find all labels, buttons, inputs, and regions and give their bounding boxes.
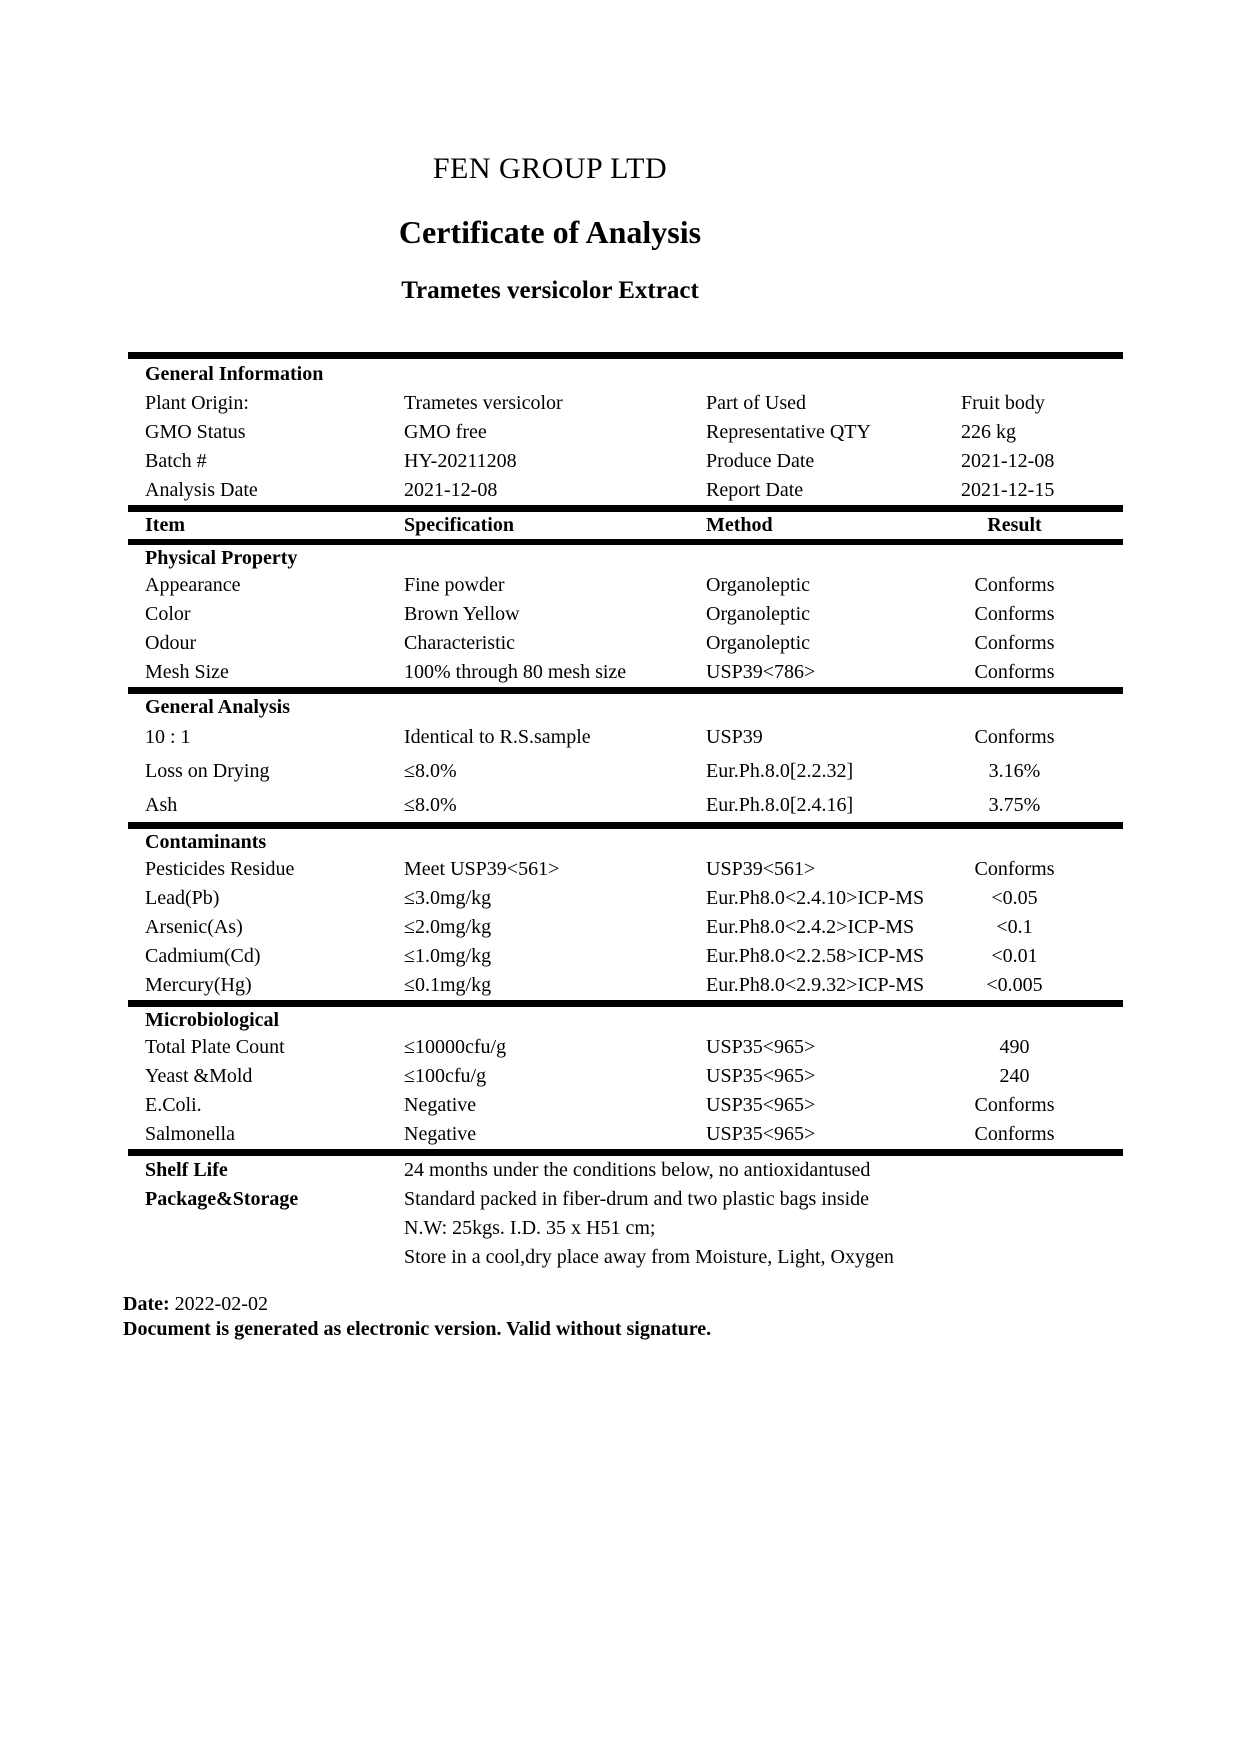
result-cell: Conforms xyxy=(974,574,1055,596)
section-title: Physical Property xyxy=(145,546,298,569)
general-information-title: General Information xyxy=(145,362,324,385)
specification-cell: Identical to R.S.sample xyxy=(404,725,591,748)
info-value: 2021-12-15 xyxy=(961,479,1055,501)
info-label: Report Date xyxy=(706,479,804,501)
storage-row xyxy=(128,1185,1123,1214)
result-cell: Conforms xyxy=(974,858,1055,880)
method-cell: Organoleptic xyxy=(706,603,811,625)
storage-row xyxy=(128,1214,1123,1243)
result-cell: <0.005 xyxy=(986,974,1043,996)
storage-section xyxy=(128,1156,1123,1272)
section-title: Contaminants xyxy=(145,830,267,853)
table-row xyxy=(128,658,1123,687)
specification-cell: ≤8.0% xyxy=(404,759,457,782)
method-cell: USP35<965> xyxy=(706,1036,816,1058)
item-cell: E.Coli. xyxy=(145,1094,202,1116)
specification-cell: Fine powder xyxy=(404,574,505,596)
info-value: 226 kg xyxy=(961,421,1016,443)
method-cell: Eur.Ph.8.0[2.2.32] xyxy=(706,759,854,782)
section-contaminants xyxy=(128,829,1123,1000)
horizontal-rule-section xyxy=(128,1149,1123,1156)
section-general-analysis xyxy=(128,694,1123,822)
result-cell: Conforms xyxy=(974,603,1055,625)
info-value: 2021-12-08 xyxy=(961,450,1055,472)
info-label: Representative QTY xyxy=(706,421,871,443)
info-value: HY-20211208 xyxy=(404,450,517,472)
general-info-row xyxy=(128,447,1123,476)
document-footer xyxy=(123,1292,711,1342)
method-cell: USP35<965> xyxy=(706,1065,816,1087)
result-cell: 240 xyxy=(999,1065,1030,1087)
storage-label: Shelf Life xyxy=(145,1159,228,1181)
horizontal-rule-section xyxy=(128,822,1123,829)
table-row xyxy=(128,1033,1123,1062)
table-row xyxy=(128,754,1123,788)
info-label: Batch # xyxy=(145,450,207,472)
electronic-version-note: Document is generated as electronic version. Valid without signature. xyxy=(123,1318,712,1340)
specification-cell: Characteristic xyxy=(404,632,516,654)
document-title: Certificate of Analysis xyxy=(398,214,702,250)
document-body xyxy=(128,352,1123,1272)
table-row xyxy=(128,1091,1123,1120)
result-cell: <0.1 xyxy=(996,916,1033,938)
item-cell: Loss on Drying xyxy=(145,759,270,782)
horizontal-rule-section xyxy=(128,1000,1123,1007)
method-cell: Eur.Ph8.0<2.9.32>ICP-MS xyxy=(706,974,925,996)
storage-row xyxy=(128,1156,1123,1185)
column-header-result: Result xyxy=(987,514,1042,536)
result-cell: <0.01 xyxy=(991,945,1038,967)
storage-row xyxy=(128,1243,1123,1272)
column-header-item: Item xyxy=(145,514,185,536)
specification-cell: Negative xyxy=(404,1123,477,1145)
item-cell: Mesh Size xyxy=(145,661,229,683)
specification-cell: Brown Yellow xyxy=(404,603,520,625)
specification-cell: Negative xyxy=(404,1094,477,1116)
column-header-specification: Specification xyxy=(404,514,514,536)
table-row xyxy=(128,855,1123,884)
section-microbiological xyxy=(128,1007,1123,1149)
specification-cell: ≤8.0% xyxy=(404,793,457,816)
info-value: 2021-12-08 xyxy=(404,479,498,501)
method-cell: Eur.Ph8.0<2.2.58>ICP-MS xyxy=(706,945,925,967)
table-row xyxy=(128,720,1123,754)
date-label: Date: xyxy=(123,1293,170,1315)
method-cell: Eur.Ph.8.0[2.4.16] xyxy=(706,793,854,816)
results-column-header-row xyxy=(128,512,1123,539)
table-row xyxy=(128,884,1123,913)
method-cell: USP39<786> xyxy=(706,661,816,683)
result-cell: <0.05 xyxy=(991,887,1038,909)
table-row xyxy=(128,600,1123,629)
item-cell: Arsenic(As) xyxy=(145,916,243,938)
result-cell: Conforms xyxy=(974,632,1055,654)
result-cell: Conforms xyxy=(974,1123,1055,1145)
result-cell: 3.75% xyxy=(988,793,1041,816)
info-value: GMO free xyxy=(404,421,487,443)
table-row xyxy=(128,1062,1123,1091)
method-cell: Organoleptic xyxy=(706,574,811,596)
specification-cell: ≤2.0mg/kg xyxy=(404,916,492,938)
storage-text: 24 months under the conditions below, no antioxidantused xyxy=(404,1159,871,1181)
item-cell: Mercury(Hg) xyxy=(145,974,252,996)
general-information-rows xyxy=(128,389,1123,505)
specification-cell: ≤1.0mg/kg xyxy=(404,945,492,967)
section-title: General Analysis xyxy=(145,695,291,718)
specification-cell: Meet USP39<561> xyxy=(404,858,560,880)
result-cell: 3.16% xyxy=(988,759,1041,782)
horizontal-rule-top xyxy=(128,352,1123,359)
info-label: GMO Status xyxy=(145,421,246,443)
table-row xyxy=(128,1120,1123,1149)
item-cell: Color xyxy=(145,603,191,625)
method-cell: USP39 xyxy=(706,725,763,748)
general-info-row xyxy=(128,389,1123,418)
general-info-row xyxy=(128,418,1123,447)
info-value: Trametes versicolor xyxy=(404,392,563,414)
document-header xyxy=(0,152,1100,305)
item-cell: Total Plate Count xyxy=(145,1036,285,1058)
method-cell: USP39<561> xyxy=(706,858,816,880)
specification-cell: ≤0.1mg/kg xyxy=(404,974,492,996)
general-info-row xyxy=(128,476,1123,505)
horizontal-rule-section xyxy=(128,687,1123,694)
specification-cell: 100% through 80 mesh size xyxy=(404,661,627,683)
item-cell: Odour xyxy=(145,632,197,654)
method-cell: Eur.Ph8.0<2.4.2>ICP-MS xyxy=(706,916,915,938)
result-cell: Conforms xyxy=(974,1094,1055,1116)
table-row xyxy=(128,788,1123,822)
item-cell: Pesticides Residue xyxy=(145,858,295,880)
date-value: 2022-02-02 xyxy=(174,1293,268,1315)
table-row xyxy=(128,629,1123,658)
info-value: Fruit body xyxy=(961,392,1045,414)
item-cell: Appearance xyxy=(145,574,241,596)
item-cell: 10 : 1 xyxy=(145,725,191,748)
method-cell: Organoleptic xyxy=(706,632,811,654)
item-cell: Yeast &Mold xyxy=(145,1065,253,1087)
info-label: Plant Origin: xyxy=(145,392,249,414)
table-row xyxy=(128,571,1123,600)
info-label: Produce Date xyxy=(706,450,815,472)
method-cell: Eur.Ph8.0<2.4.10>ICP-MS xyxy=(706,887,925,909)
results-sections xyxy=(128,545,1123,1156)
item-cell: Lead(Pb) xyxy=(145,887,220,909)
table-row xyxy=(128,942,1123,971)
storage-text: N.W: 25kgs. I.D. 35 x H51 cm; xyxy=(404,1217,656,1239)
item-cell: Ash xyxy=(145,793,178,816)
method-cell: USP35<965> xyxy=(706,1094,816,1116)
footer-date-line xyxy=(123,1292,711,1317)
storage-text: Standard packed in fiber-drum and two plastic bags inside xyxy=(404,1188,870,1210)
section-title: Microbiological xyxy=(145,1008,280,1031)
table-row xyxy=(128,971,1123,1000)
result-cell: Conforms xyxy=(974,661,1055,683)
info-label: Analysis Date xyxy=(145,479,258,501)
column-header-method: Method xyxy=(706,514,773,536)
company-name: FEN GROUP LTD xyxy=(432,152,668,185)
specification-cell: ≤3.0mg/kg xyxy=(404,887,492,909)
storage-text: Store in a cool,dry place away from Moisture, Light, Oxygen xyxy=(404,1246,894,1268)
specification-cell: ≤100cfu/g xyxy=(404,1065,487,1087)
method-cell: USP35<965> xyxy=(706,1123,816,1145)
item-cell: Cadmium(Cd) xyxy=(145,945,261,967)
specification-cell: ≤10000cfu/g xyxy=(404,1036,507,1058)
item-cell: Salmonella xyxy=(145,1123,235,1145)
horizontal-rule-above-columns xyxy=(128,505,1123,512)
result-cell: Conforms xyxy=(974,725,1055,748)
section-physical-property xyxy=(128,545,1123,687)
info-label: Part of Used xyxy=(706,392,806,414)
result-cell: 490 xyxy=(999,1036,1030,1058)
storage-label: Package&Storage xyxy=(145,1188,299,1210)
table-row xyxy=(128,913,1123,942)
product-name: Trametes versicolor Extract xyxy=(401,277,699,304)
